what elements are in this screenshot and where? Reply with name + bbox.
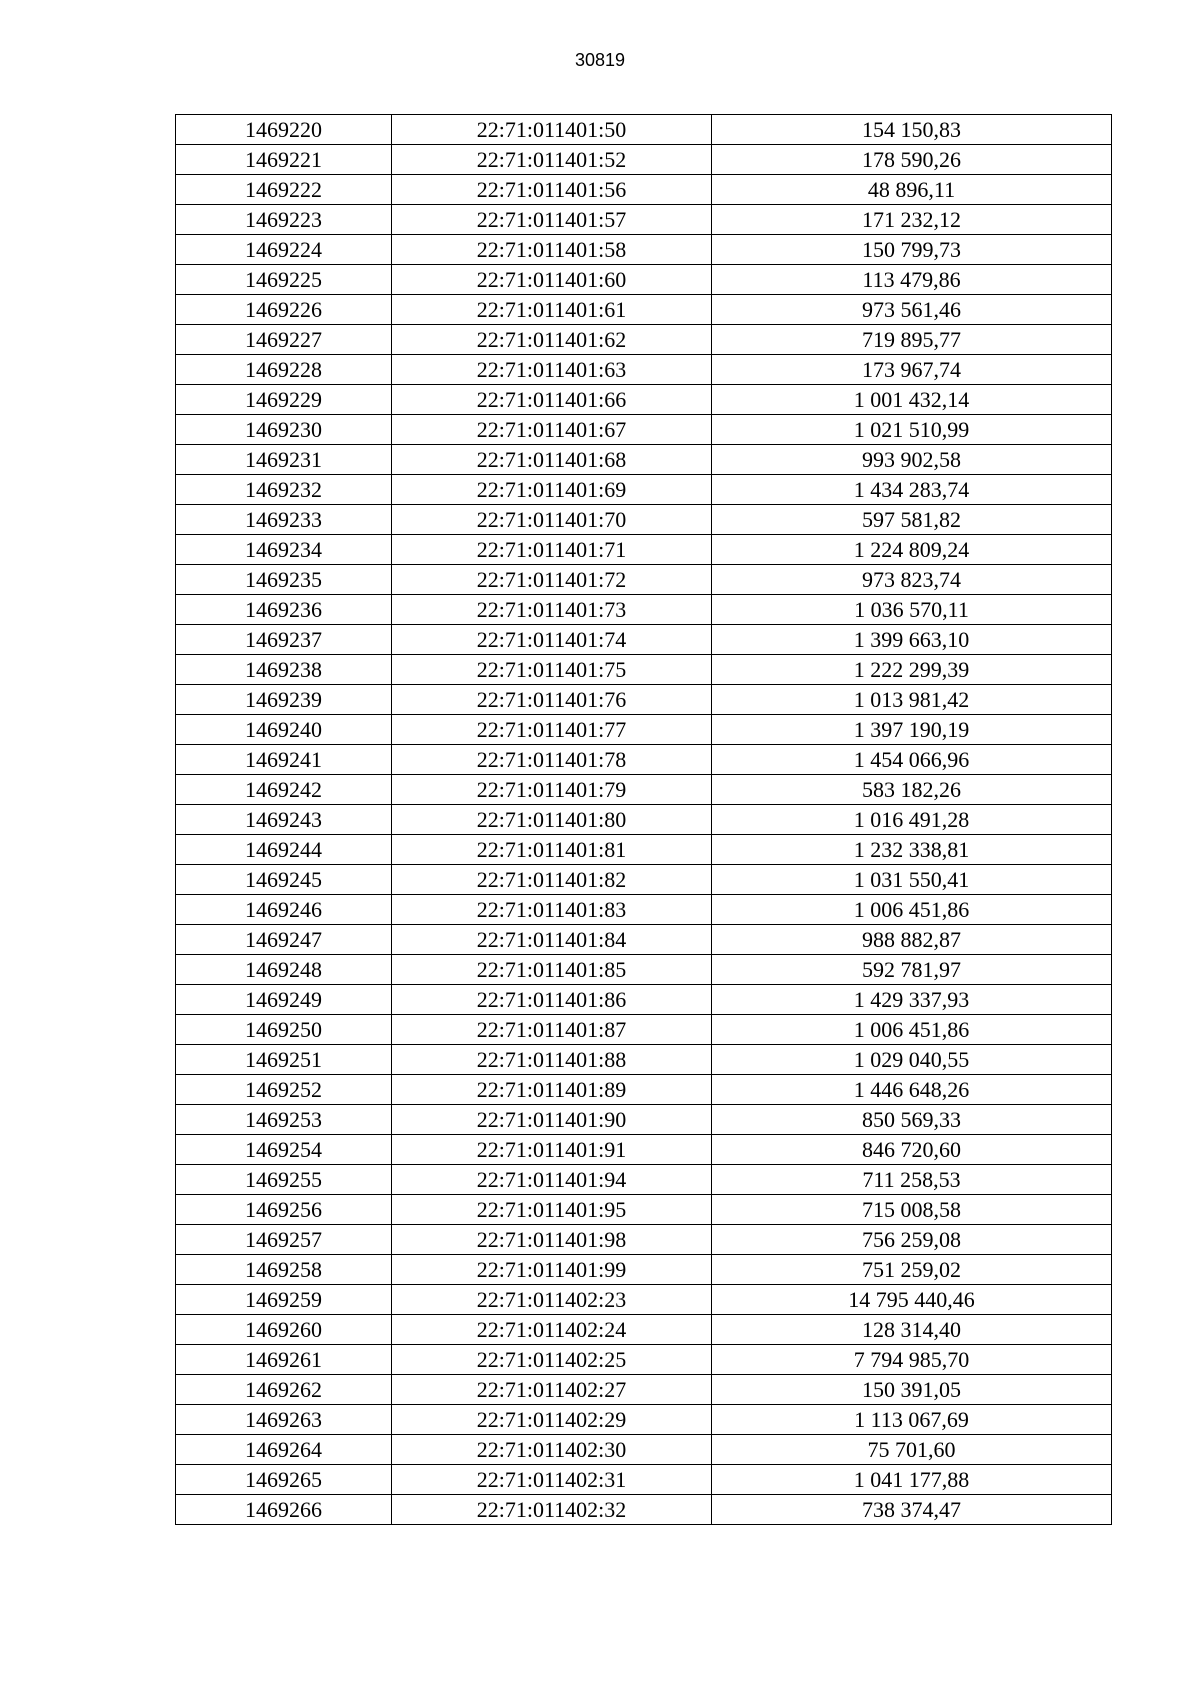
cadastral-value-cell: 1 232 338,81 xyxy=(712,835,1112,865)
row-number-cell: 1469245 xyxy=(176,865,392,895)
table-row xyxy=(176,1315,1112,1345)
cadastral-value-table xyxy=(175,114,1112,1525)
row-number-cell: 1469243 xyxy=(176,805,392,835)
table-row xyxy=(176,955,1112,985)
table-row xyxy=(176,1375,1112,1405)
table-row xyxy=(176,415,1112,445)
table-row xyxy=(176,1195,1112,1225)
cadastral-number-cell: 22:71:011401:68 xyxy=(392,445,712,475)
table-row xyxy=(176,535,1112,565)
page-number: 30819 xyxy=(574,50,626,70)
cadastral-number-cell: 22:71:011401:98 xyxy=(392,1225,712,1255)
row-number-cell: 1469265 xyxy=(176,1465,392,1495)
cadastral-value-cell: 48 896,11 xyxy=(712,175,1112,205)
table-row xyxy=(176,1045,1112,1075)
cadastral-number-cell: 22:71:011402:30 xyxy=(392,1435,712,1465)
cadastral-value-cell: 1 021 510,99 xyxy=(712,415,1112,445)
cadastral-value-cell: 7 794 985,70 xyxy=(712,1345,1112,1375)
row-number-cell: 1469256 xyxy=(176,1195,392,1225)
row-number-cell: 1469247 xyxy=(176,925,392,955)
row-number-cell: 1469253 xyxy=(176,1105,392,1135)
cadastral-number-cell: 22:71:011401:58 xyxy=(392,235,712,265)
cadastral-number-cell: 22:71:011401:69 xyxy=(392,475,712,505)
table-row xyxy=(176,1135,1112,1165)
row-number-cell: 1469259 xyxy=(176,1285,392,1315)
row-number-cell: 1469232 xyxy=(176,475,392,505)
row-number-cell: 1469250 xyxy=(176,1015,392,1045)
table-row xyxy=(176,1075,1112,1105)
row-number-cell: 1469238 xyxy=(176,655,392,685)
row-number-cell: 1469252 xyxy=(176,1075,392,1105)
row-number-cell: 1469237 xyxy=(176,625,392,655)
cadastral-number-cell: 22:71:011401:75 xyxy=(392,655,712,685)
table-row xyxy=(176,295,1112,325)
row-number-cell: 1469231 xyxy=(176,445,392,475)
row-number-cell: 1469225 xyxy=(176,265,392,295)
table-row xyxy=(176,1225,1112,1255)
cadastral-value-cell: 1 434 283,74 xyxy=(712,475,1112,505)
row-number-cell: 1469244 xyxy=(176,835,392,865)
cadastral-number-cell: 22:71:011402:25 xyxy=(392,1345,712,1375)
table-row xyxy=(176,265,1112,295)
cadastral-value-cell: 988 882,87 xyxy=(712,925,1112,955)
cadastral-value-cell: 113 479,86 xyxy=(712,265,1112,295)
row-number-cell: 1469257 xyxy=(176,1225,392,1255)
table-row xyxy=(176,805,1112,835)
cadastral-value-cell: 1 016 491,28 xyxy=(712,805,1112,835)
cadastral-value-cell: 1 429 337,93 xyxy=(712,985,1112,1015)
cadastral-number-cell: 22:71:011401:81 xyxy=(392,835,712,865)
cadastral-number-cell: 22:71:011401:94 xyxy=(392,1165,712,1195)
table-row xyxy=(176,235,1112,265)
table-row xyxy=(176,385,1112,415)
row-number-cell: 1469262 xyxy=(176,1375,392,1405)
table-row xyxy=(176,925,1112,955)
cadastral-number-cell: 22:71:011402:23 xyxy=(392,1285,712,1315)
cadastral-value-cell: 1 029 040,55 xyxy=(712,1045,1112,1075)
table-row xyxy=(176,1345,1112,1375)
cadastral-value-cell: 993 902,58 xyxy=(712,445,1112,475)
cadastral-value-cell: 171 232,12 xyxy=(712,205,1112,235)
table-row xyxy=(176,745,1112,775)
row-number-cell: 1469251 xyxy=(176,1045,392,1075)
row-number-cell: 1469227 xyxy=(176,325,392,355)
cadastral-value-cell: 154 150,83 xyxy=(712,115,1112,145)
table-row xyxy=(176,655,1112,685)
table-row xyxy=(176,145,1112,175)
cadastral-value-cell: 1 006 451,86 xyxy=(712,895,1112,925)
table-row xyxy=(176,1495,1112,1525)
row-number-cell: 1469226 xyxy=(176,295,392,325)
row-number-cell: 1469221 xyxy=(176,145,392,175)
table-row xyxy=(176,1255,1112,1285)
row-number-cell: 1469264 xyxy=(176,1435,392,1465)
cadastral-value-cell: 751 259,02 xyxy=(712,1255,1112,1285)
cadastral-number-cell: 22:71:011401:78 xyxy=(392,745,712,775)
row-number-cell: 1469233 xyxy=(176,505,392,535)
table-row xyxy=(176,1465,1112,1495)
table-row xyxy=(176,835,1112,865)
cadastral-number-cell: 22:71:011401:72 xyxy=(392,565,712,595)
row-number-cell: 1469228 xyxy=(176,355,392,385)
table-row xyxy=(176,1165,1112,1195)
table-row xyxy=(176,1105,1112,1135)
row-number-cell: 1469242 xyxy=(176,775,392,805)
cadastral-value-cell: 973 561,46 xyxy=(712,295,1112,325)
cadastral-value-cell: 1 113 067,69 xyxy=(712,1405,1112,1435)
cadastral-value-cell: 1 446 648,26 xyxy=(712,1075,1112,1105)
row-number-cell: 1469222 xyxy=(176,175,392,205)
cadastral-value-cell: 1 224 809,24 xyxy=(712,535,1112,565)
cadastral-number-cell: 22:71:011401:61 xyxy=(392,295,712,325)
cadastral-value-cell: 719 895,77 xyxy=(712,325,1112,355)
cadastral-number-cell: 22:71:011401:99 xyxy=(392,1255,712,1285)
cadastral-number-cell: 22:71:011402:27 xyxy=(392,1375,712,1405)
cadastral-number-cell: 22:71:011401:87 xyxy=(392,1015,712,1045)
row-number-cell: 1469263 xyxy=(176,1405,392,1435)
row-number-cell: 1469246 xyxy=(176,895,392,925)
table-row xyxy=(176,1285,1112,1315)
table-row xyxy=(176,865,1112,895)
row-number-cell: 1469230 xyxy=(176,415,392,445)
cadastral-number-cell: 22:71:011401:70 xyxy=(392,505,712,535)
row-number-cell: 1469235 xyxy=(176,565,392,595)
cadastral-number-cell: 22:71:011401:67 xyxy=(392,415,712,445)
row-number-cell: 1469236 xyxy=(176,595,392,625)
cadastral-number-cell: 22:71:011401:88 xyxy=(392,1045,712,1075)
table-row xyxy=(176,685,1112,715)
table-row xyxy=(176,505,1112,535)
row-number-cell: 1469260 xyxy=(176,1315,392,1345)
row-number-cell: 1469255 xyxy=(176,1165,392,1195)
cadastral-value-cell: 150 391,05 xyxy=(712,1375,1112,1405)
cadastral-number-cell: 22:71:011401:95 xyxy=(392,1195,712,1225)
cadastral-value-cell: 75 701,60 xyxy=(712,1435,1112,1465)
cadastral-number-cell: 22:71:011401:57 xyxy=(392,205,712,235)
table-row xyxy=(176,325,1112,355)
row-number-cell: 1469241 xyxy=(176,745,392,775)
table-row xyxy=(176,565,1112,595)
cadastral-number-cell: 22:71:011401:77 xyxy=(392,715,712,745)
cadastral-value-cell: 128 314,40 xyxy=(712,1315,1112,1345)
cadastral-value-cell: 1 036 570,11 xyxy=(712,595,1112,625)
cadastral-value-cell: 738 374,47 xyxy=(712,1495,1112,1525)
cadastral-number-cell: 22:71:011401:89 xyxy=(392,1075,712,1105)
cadastral-value-cell: 715 008,58 xyxy=(712,1195,1112,1225)
table-row xyxy=(176,475,1112,505)
cadastral-number-cell: 22:71:011401:52 xyxy=(392,145,712,175)
cadastral-value-cell: 592 781,97 xyxy=(712,955,1112,985)
cadastral-number-cell: 22:71:011401:90 xyxy=(392,1105,712,1135)
table-row xyxy=(176,1435,1112,1465)
cadastral-value-cell: 150 799,73 xyxy=(712,235,1112,265)
cadastral-number-cell: 22:71:011401:73 xyxy=(392,595,712,625)
cadastral-value-cell: 178 590,26 xyxy=(712,145,1112,175)
table-row xyxy=(176,1015,1112,1045)
cadastral-value-cell: 1 454 066,96 xyxy=(712,745,1112,775)
table-row xyxy=(176,115,1112,145)
cadastral-value-cell: 756 259,08 xyxy=(712,1225,1112,1255)
cadastral-number-cell: 22:71:011401:79 xyxy=(392,775,712,805)
cadastral-value-cell: 850 569,33 xyxy=(712,1105,1112,1135)
cadastral-value-cell: 1 222 299,39 xyxy=(712,655,1112,685)
row-number-cell: 1469266 xyxy=(176,1495,392,1525)
cadastral-value-cell: 1 397 190,19 xyxy=(712,715,1112,745)
cadastral-number-cell: 22:71:011402:31 xyxy=(392,1465,712,1495)
table-row xyxy=(176,595,1112,625)
cadastral-value-cell: 1 006 451,86 xyxy=(712,1015,1112,1045)
row-number-cell: 1469261 xyxy=(176,1345,392,1375)
table-row xyxy=(176,895,1112,925)
row-number-cell: 1469248 xyxy=(176,955,392,985)
cadastral-value-cell: 1 001 432,14 xyxy=(712,385,1112,415)
table-row xyxy=(176,205,1112,235)
cadastral-number-cell: 22:71:011401:82 xyxy=(392,865,712,895)
table-body xyxy=(176,115,1112,1525)
cadastral-number-cell: 22:71:011402:29 xyxy=(392,1405,712,1435)
cadastral-value-cell: 1 031 550,41 xyxy=(712,865,1112,895)
cadastral-number-cell: 22:71:011401:50 xyxy=(392,115,712,145)
cadastral-number-cell: 22:71:011401:56 xyxy=(392,175,712,205)
cadastral-value-cell: 1 399 663,10 xyxy=(712,625,1112,655)
row-number-cell: 1469229 xyxy=(176,385,392,415)
cadastral-value-cell: 597 581,82 xyxy=(712,505,1112,535)
row-number-cell: 1469234 xyxy=(176,535,392,565)
table-row xyxy=(176,775,1112,805)
cadastral-number-cell: 22:71:011401:62 xyxy=(392,325,712,355)
table-row xyxy=(176,355,1112,385)
cadastral-value-cell: 846 720,60 xyxy=(712,1135,1112,1165)
cadastral-number-cell: 22:71:011401:74 xyxy=(392,625,712,655)
cadastral-number-cell: 22:71:011401:84 xyxy=(392,925,712,955)
table-row xyxy=(176,985,1112,1015)
cadastral-number-cell: 22:71:011401:80 xyxy=(392,805,712,835)
row-number-cell: 1469224 xyxy=(176,235,392,265)
cadastral-number-cell: 22:71:011401:91 xyxy=(392,1135,712,1165)
cadastral-number-cell: 22:71:011402:24 xyxy=(392,1315,712,1345)
cadastral-number-cell: 22:71:011401:71 xyxy=(392,535,712,565)
cadastral-value-cell: 973 823,74 xyxy=(712,565,1112,595)
cadastral-number-cell: 22:71:011402:32 xyxy=(392,1495,712,1525)
row-number-cell: 1469240 xyxy=(176,715,392,745)
row-number-cell: 1469249 xyxy=(176,985,392,1015)
cadastral-value-cell: 1 041 177,88 xyxy=(712,1465,1112,1495)
cadastral-number-cell: 22:71:011401:76 xyxy=(392,685,712,715)
cadastral-number-cell: 22:71:011401:66 xyxy=(392,385,712,415)
cadastral-value-cell: 173 967,74 xyxy=(712,355,1112,385)
row-number-cell: 1469223 xyxy=(176,205,392,235)
cadastral-value-cell: 711 258,53 xyxy=(712,1165,1112,1195)
table-row xyxy=(176,715,1112,745)
cadastral-number-cell: 22:71:011401:63 xyxy=(392,355,712,385)
cadastral-number-cell: 22:71:011401:83 xyxy=(392,895,712,925)
cadastral-number-cell: 22:71:011401:85 xyxy=(392,955,712,985)
cadastral-value-cell: 14 795 440,46 xyxy=(712,1285,1112,1315)
row-number-cell: 1469220 xyxy=(176,115,392,145)
table-row xyxy=(176,1405,1112,1435)
cadastral-value-cell: 1 013 981,42 xyxy=(712,685,1112,715)
row-number-cell: 1469254 xyxy=(176,1135,392,1165)
table-row xyxy=(176,625,1112,655)
row-number-cell: 1469239 xyxy=(176,685,392,715)
row-number-cell: 1469258 xyxy=(176,1255,392,1285)
cadastral-number-cell: 22:71:011401:86 xyxy=(392,985,712,1015)
table-row xyxy=(176,445,1112,475)
cadastral-value-cell: 583 182,26 xyxy=(712,775,1112,805)
table-row xyxy=(176,175,1112,205)
cadastral-number-cell: 22:71:011401:60 xyxy=(392,265,712,295)
